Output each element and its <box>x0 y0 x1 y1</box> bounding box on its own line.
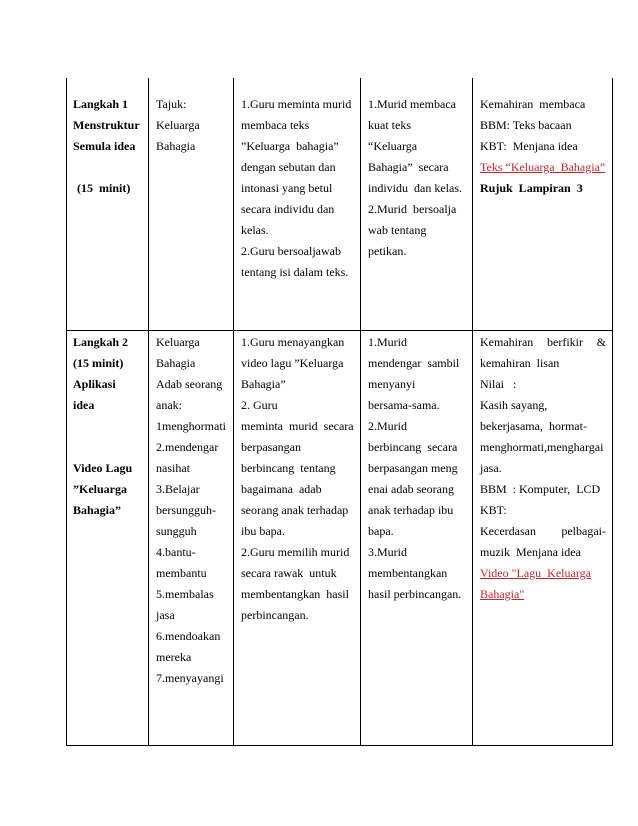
step-text: ”Keluarga <box>73 482 127 496</box>
video-lagu-link[interactable]: Bahagia" <box>480 587 525 601</box>
notes-text: KBT: <box>480 503 507 517</box>
content-text: Keluarga <box>156 335 200 349</box>
step-title: Langkah 1 <box>73 97 129 111</box>
notes-text: menghormati,menghargai <box>480 440 604 454</box>
student-activity-text: Bahagia” secara <box>368 160 449 174</box>
student-activity-text: menyanyi <box>368 377 416 391</box>
content-text: sungguh <box>156 524 197 538</box>
content-text: jasa <box>156 608 175 622</box>
content-text: 3.Belajar <box>156 482 200 496</box>
notes-cell <box>480 94 606 199</box>
student-activity-text: kuat teks <box>368 118 411 132</box>
content-text: 6.mendoakan <box>156 629 221 643</box>
content-text: membantu <box>156 566 207 580</box>
teacher-activity-text: video lagu ”Keluarga <box>241 356 344 370</box>
teacher-activity-text: 2.Guru bersoaljawab <box>241 244 341 258</box>
column-divider <box>148 78 149 746</box>
content-text: anak: <box>156 398 182 412</box>
teacher-activity-text: 2.Guru memilih murid <box>241 545 350 559</box>
content-text: mereka <box>156 650 192 664</box>
teacher-activity-text: meminta murid secara <box>241 419 354 433</box>
content-text: Tajuk: <box>156 97 187 111</box>
teacher-activity-cell <box>241 332 356 626</box>
teacher-activity-text: ibu bapa. <box>241 524 285 538</box>
teacher-activity-text: secara individu dan <box>241 202 335 216</box>
student-activity-text: 1.Murid membaca <box>368 97 456 111</box>
teacher-activity-text: kelas. <box>241 223 269 237</box>
content-text: nasihat <box>156 461 190 475</box>
student-activity-text: 2.Murid bersoalja <box>368 202 457 216</box>
teacher-activity-text: bagaimana adab <box>241 482 322 496</box>
content-text: 2.mendengar <box>156 440 219 454</box>
video-lagu-link[interactable]: Video "Lagu Keluarga <box>480 566 591 580</box>
notes-text: kemahiran lisan <box>480 356 560 370</box>
content-text: Adab seorang <box>156 377 223 391</box>
teacher-activity-text: ”Keluarga bahagia” <box>241 139 339 153</box>
step-text: Bahagia” <box>73 503 122 517</box>
student-activity-text: wab tentang <box>368 223 427 237</box>
step-duration: (15 minit) <box>73 356 124 370</box>
notes-text: Nilai : <box>480 377 517 391</box>
student-activity-text: “Keluarga <box>368 139 418 153</box>
student-activity-text: enai adab seorang <box>368 482 454 496</box>
column-divider <box>360 78 361 746</box>
step-cell <box>73 332 145 521</box>
content-text: Bahagia <box>156 356 196 370</box>
text-keluarga-bahagia-link[interactable]: Teks “Keluarga Bahagia” <box>480 160 606 174</box>
content-cell <box>156 332 230 689</box>
content-text: 5.membalas <box>156 587 214 601</box>
teacher-activity-text: intonasi yang betul <box>241 181 333 195</box>
content-text: Keluarga <box>156 118 200 132</box>
student-activity-cell <box>368 332 469 605</box>
student-activity-text: 3.Murid <box>368 545 407 559</box>
step-duration: (15 minit) <box>77 181 131 195</box>
table-border-bottom <box>66 745 613 746</box>
column-divider <box>233 78 234 746</box>
step-text: Semula idea <box>73 139 136 153</box>
teacher-activity-text: secara rawak untuk <box>241 566 337 580</box>
notes-text: Kemahiran berfikir & <box>480 335 606 349</box>
notes-text: Kemahiran membaca <box>480 97 586 111</box>
teacher-activity-text: seorang anak terhadap <box>241 503 349 517</box>
content-text: bersungguh- <box>156 503 216 517</box>
teacher-activity-text: perbincangan. <box>241 608 309 622</box>
step-text: Aplikasi <box>73 377 116 391</box>
student-activity-text: mendengar sambil <box>368 356 460 370</box>
content-text: 1menghormati <box>156 419 226 433</box>
column-divider <box>472 78 473 746</box>
step-title: Langkah 2 <box>73 335 129 349</box>
teacher-activity-text: membentangkan hasil <box>241 587 349 601</box>
table-border-right <box>612 78 613 746</box>
teacher-activity-text: membaca teks <box>241 118 310 132</box>
student-activity-text: bapa. <box>368 524 394 538</box>
step-text: Video Lagu <box>73 461 133 475</box>
student-activity-text: berbincang secara <box>368 440 458 454</box>
teacher-activity-text: 2. Guru <box>241 398 278 412</box>
notes-text: Kecerdasan pelbagai- <box>480 524 606 538</box>
teacher-activity-text: 1.Guru meminta murid <box>241 97 352 111</box>
student-activity-text: membentangkan <box>368 566 448 580</box>
student-activity-text: individu dan kelas. <box>368 181 462 195</box>
student-activity-text: 1.Murid <box>368 335 407 349</box>
student-activity-cell <box>368 94 469 262</box>
teacher-activity-text: dengan sebutan dan <box>241 160 336 174</box>
teacher-activity-text: 1.Guru menayangkan <box>241 335 345 349</box>
appendix-reference: Rujuk Lampiran 3 <box>480 181 583 195</box>
student-activity-text: 2.Murid <box>368 419 407 433</box>
student-activity-text: hasil perbincangan. <box>368 587 462 601</box>
notes-text: Kasih sayang, <box>480 398 548 412</box>
step-text: idea <box>73 398 95 412</box>
student-activity-text: anak terhadap ibu <box>368 503 454 517</box>
student-activity-text: berpasangan meng <box>368 461 458 475</box>
teacher-activity-cell <box>241 94 356 283</box>
notes-text: jasa. <box>480 461 502 475</box>
content-text: Bahagia <box>156 139 196 153</box>
teacher-activity-text: Bahagia” <box>241 377 286 391</box>
notes-cell <box>480 332 606 605</box>
content-cell <box>156 94 230 157</box>
table-border-left <box>66 78 67 746</box>
notes-text: KBT: Menjana idea <box>480 139 578 153</box>
notes-text: bekerjasama, hormat- <box>480 419 587 433</box>
teacher-activity-text: berpasangan <box>241 440 301 454</box>
notes-text: muzik Menjana idea <box>480 545 581 559</box>
step-cell <box>73 94 145 199</box>
notes-text: BBM: Teks bacaan <box>480 118 572 132</box>
student-activity-text: bersama-sama. <box>368 398 440 412</box>
content-text: 4.bantu- <box>156 545 196 559</box>
content-text: 7.menyayangi <box>156 671 224 685</box>
notes-text: BBM : Komputer, LCD <box>480 482 601 496</box>
teacher-activity-text: berbincang tentang <box>241 461 336 475</box>
teacher-activity-text: tentang isi dalam teks. <box>241 265 349 279</box>
student-activity-text: petikan. <box>368 244 407 258</box>
step-text: Menstruktur <box>73 118 140 132</box>
row-divider <box>66 330 613 331</box>
